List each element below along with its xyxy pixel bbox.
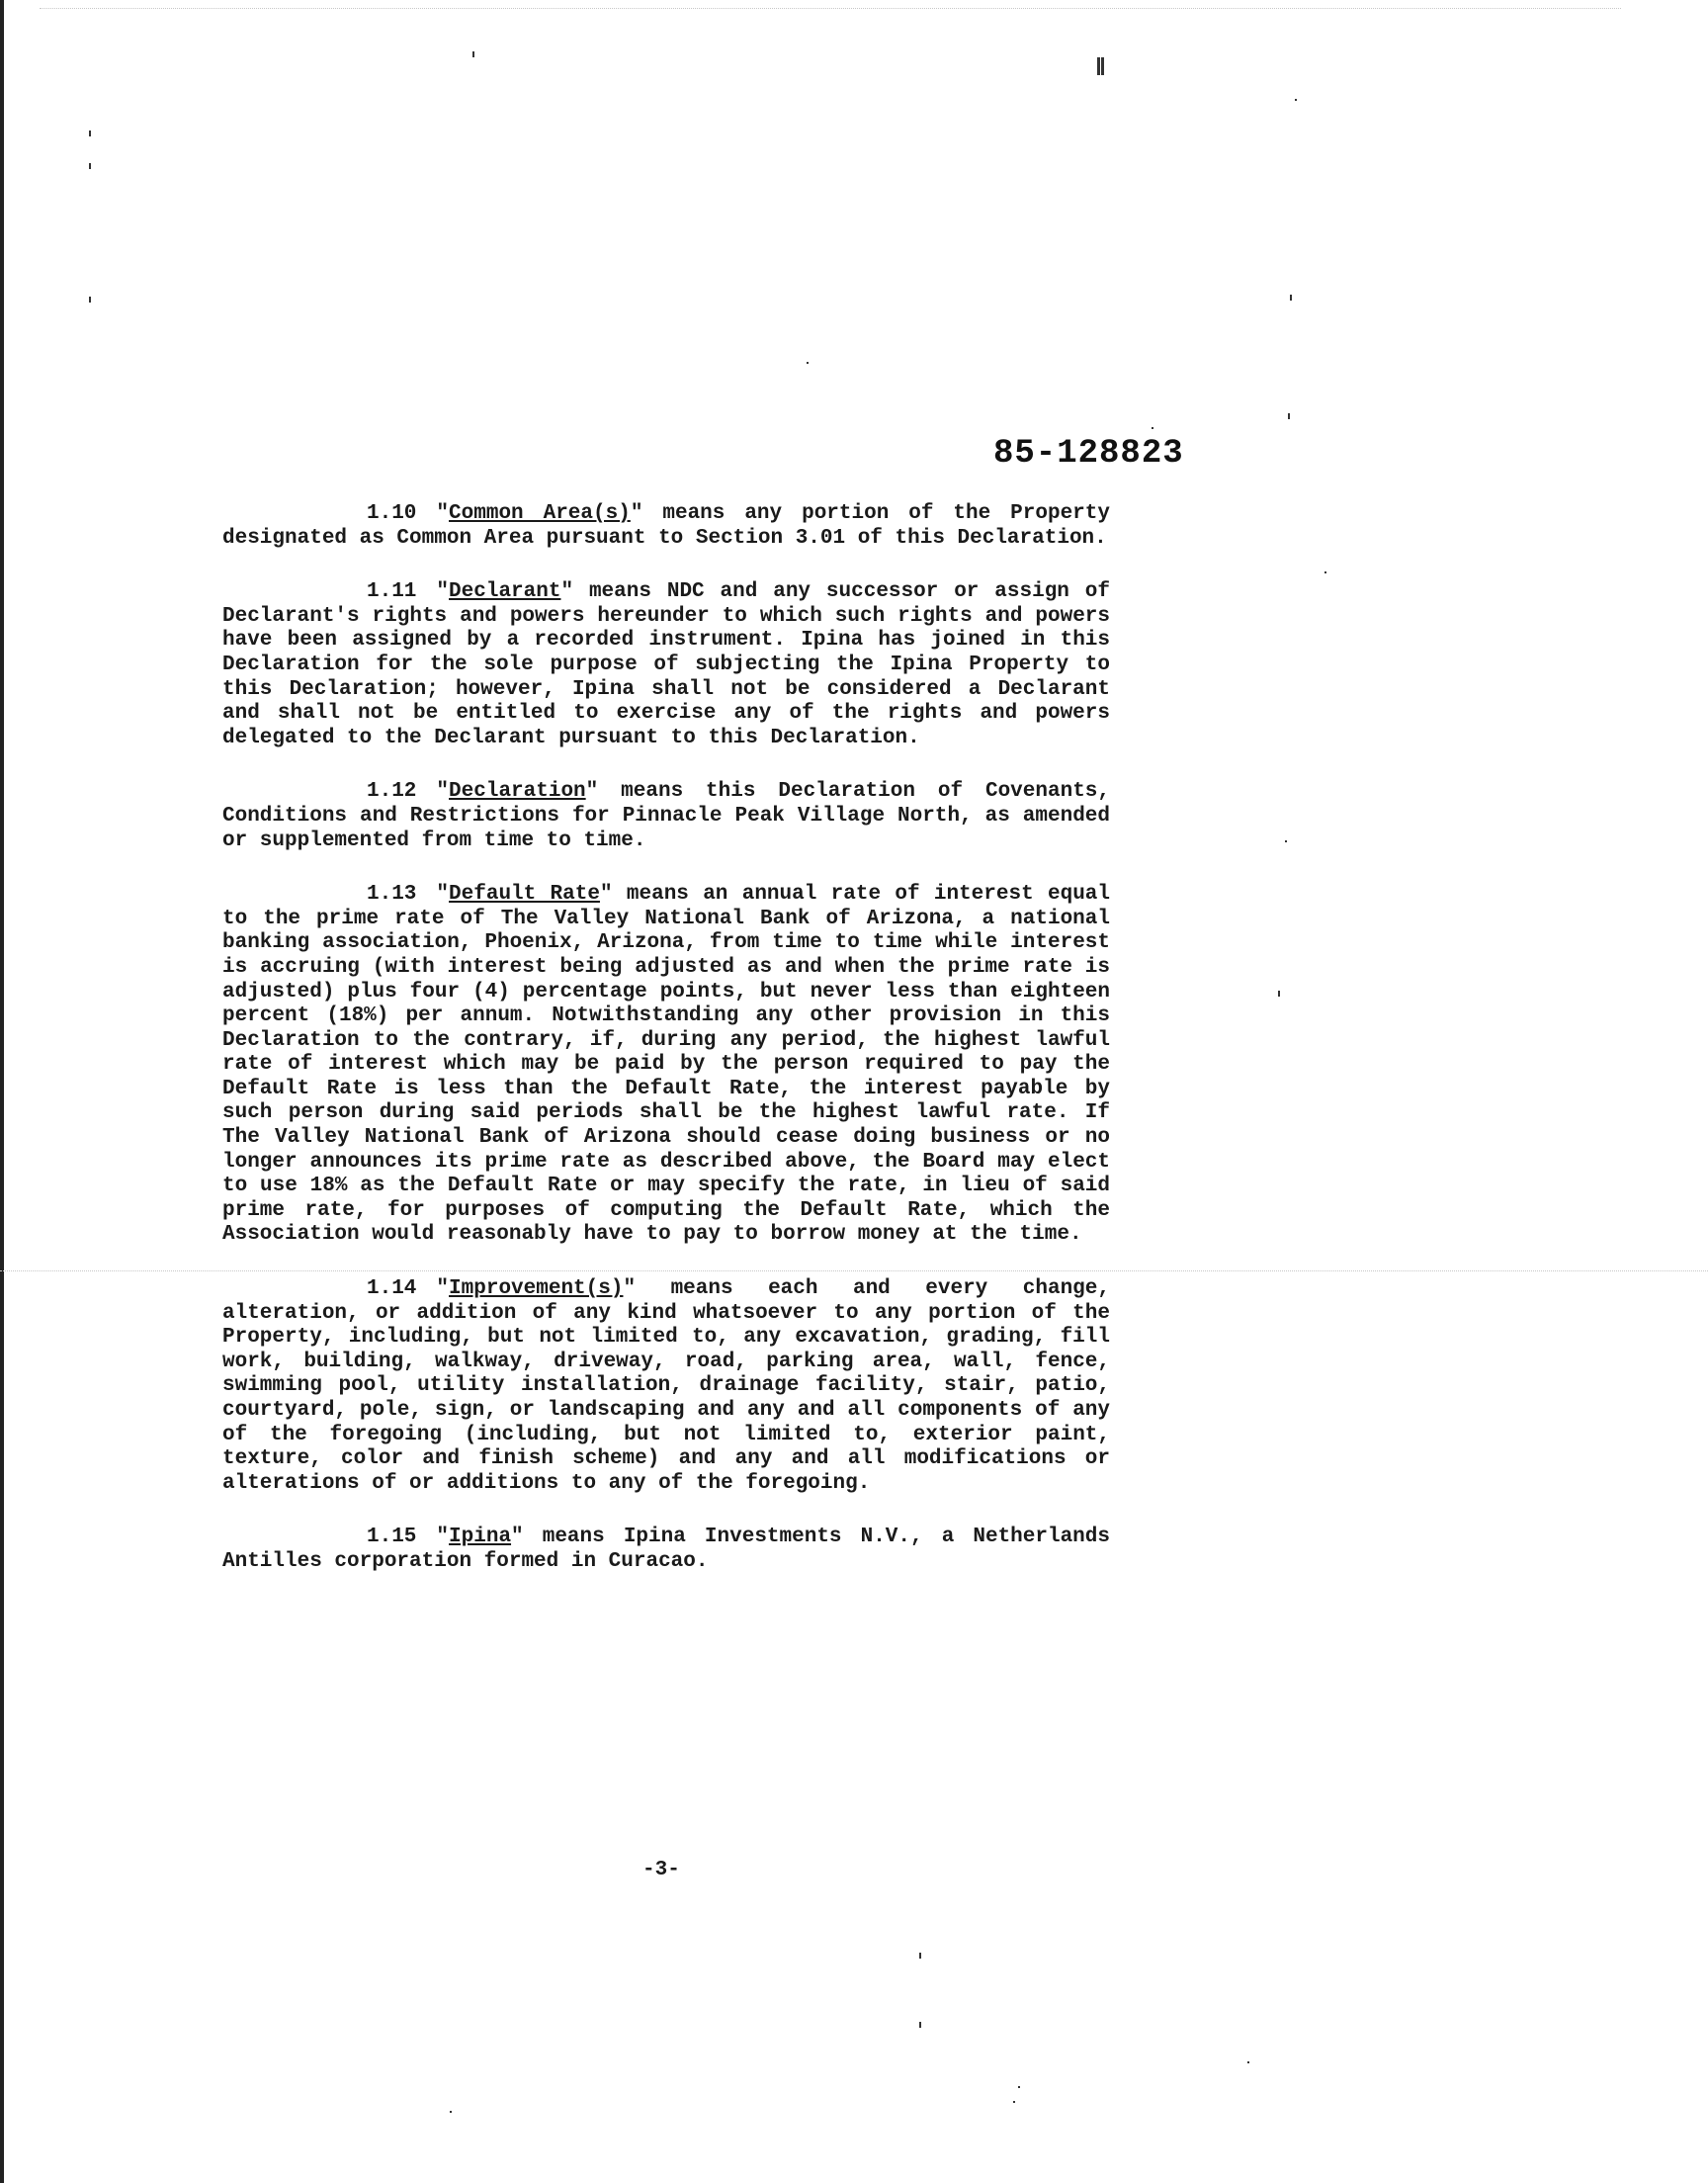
scan-speck: [1288, 413, 1290, 419]
scan-speck: [472, 51, 474, 57]
definition-section: 1.14 "Improvement(s)" means each and every change, alteration, or addition of any kind whatsoever to any portion of the Property, including, but not limited to, any excavation, grading, fill work, building, walkway, driveway, road, parking area, wall, fence, swimming pool, utility installation, drainage facility, stair, patio, courtyard, pole, sign, or landscaping and any and all components of any of the foregoing (including, but not limited to, exterior paint, texture, color and finish scheme) and any and all modifications or alterations of or additions to any of the foregoing.: [222, 1277, 1110, 1495]
recording-number: 85-128823: [993, 435, 1184, 473]
section-number: 1.15: [367, 1526, 417, 1549]
scan-top-edge: [40, 8, 1621, 10]
scan-speck: [450, 2111, 452, 2113]
definitions-body: [222, 502, 1110, 1605]
definition-section: 1.10 "Common Area(s)" means any portion of the Property designated as Common Area pursuant to Section 3.01 of this Declaration.: [222, 502, 1110, 550]
section-number: 1.14: [367, 1277, 417, 1301]
definition-text: means any portion of the Property designated as Common Area pursuant to Section 3.01 of this Declaration.: [222, 502, 1110, 550]
definition-text: means an annual rate of interest equal to the prime rate of The Valley National Bank of Arizona, a national banking association, Phoenix, Arizona, from time to time while interest is accruing (with interest being adjusted as and when the prime rate is adjusted) plus four (4) percentage points, but never less than eighteen percent (18%) per annum. Notwithstanding any other provision in this Declaration to the contrary, if, during any period, the highest lawful rate of interest which may be paid by the person required to pay the Default Rate is less than the Default Rate, the interest payable by such person during said periods shall be the highest lawful rate. If The Valley National Bank of Arizona should cease doing business or no longer announces its prime rate as described above, the Board may elect to use 18% as the Default Rate or may specify the rate, in lieu of said prime rate, for purposes of computing the Default Rate, which the Association would reasonably have to pay to borrow money at the time.: [222, 883, 1110, 1247]
scan-speck: [919, 1953, 921, 1959]
scan-speck: [1324, 571, 1326, 573]
definition-section: 1.13 "Default Rate" means an annual rate of interest equal to the prime rate of The Valley National Bank of Arizona, a national banking association, Phoenix, Arizona, from time to time while interest is accruing (with interest being adjusted as and when the prime rate is adjusted) plus four (4) percentage points, but never less than eighteen percent (18%) per annum. Notwithstanding any other provision in this Declaration to the contrary, if, during any period, the highest lawful rate of interest which may be paid by the person required to pay the Default Rate is less than the Default Rate, the interest payable by such person during said periods shall be the highest lawful rate. If The Valley National Bank of Arizona should cease doing business or no longer announces its prime rate as described above, the Board may elect to use 18% as the Default Rate or may specify the rate, in lieu of said prime rate, for purposes of computing the Default Rate, which the Association would reasonably have to pay to borrow money at the time.: [222, 883, 1110, 1247]
scan-speck: [1247, 2061, 1249, 2063]
definition-text: means each and every change, alteration, or addition of any kind whatsoever to any portion of the Property, including, but not limited to, any excavation, grading, fill work, building, walkway, driveway, road, parking area, wall, fence, swimming pool, utility installation, drainage facility, stair, patio, courtyard, pole, sign, or landscaping and any and all components of any of the foregoing (including, but not limited to, exterior paint, texture, color and finish scheme) and any and all modifications or alterations of or additions to any of the foregoing.: [222, 1277, 1110, 1495]
scan-speck: [89, 163, 91, 169]
scan-speck: [919, 2022, 921, 2028]
section-number: 1.13: [367, 883, 417, 907]
definition-text: means Ipina Investments N.V., a Netherlands Antilles corporation formed in Curacao.: [222, 1526, 1110, 1573]
scan-left-edge: [0, 0, 4, 2183]
section-number: 1.12: [367, 780, 417, 804]
scan-speck: [1295, 99, 1297, 101]
scan-speck: [1097, 57, 1100, 75]
scan-speck: [89, 297, 91, 303]
definition-text: means this Declaration of Covenants, Conditions and Restrictions for Pinnacle Peak Village North, as amended or supplemented from time to time.: [222, 780, 1110, 852]
defined-term: Common Area(s): [449, 502, 631, 525]
scan-speck: [1285, 840, 1287, 842]
defined-term: Ipina: [449, 1526, 512, 1549]
defined-term: Default Rate: [449, 883, 600, 907]
defined-term: Declarant: [449, 580, 561, 604]
section-number: 1.10: [367, 502, 417, 525]
scan-speck: [1013, 2101, 1015, 2103]
definition-section: 1.15 "Ipina" means Ipina Investments N.V., a Netherlands Antilles corporation formed in Curacao.: [222, 1526, 1110, 1573]
scan-speck: [807, 362, 809, 364]
definition-section: 1.11 "Declarant" means NDC and any successor or assign of Declarant's rights and powers hereunder to which such rights and powers have been assigned by a recorded instrument. Ipina has joined in this Declaration for the sole purpose of subjecting the Ipina Property to this Declaration; however, Ipina shall not be considered a Declarant and shall not be entitled to exercise any of the rights and powers delegated to the Declarant pursuant to this Declaration.: [222, 580, 1110, 749]
section-number: 1.11: [367, 580, 417, 604]
defined-term: Improvement(s): [449, 1277, 624, 1301]
scan-speck: [1101, 57, 1104, 75]
scan-speck: [1290, 295, 1292, 301]
definition-text: means NDC and any successor or assign of Declarant's rights and powers hereunder to which such rights and powers have been assigned by a recorded instrument. Ipina has joined in this Declaration for the sole purpose of subjecting the Ipina Property to this Declaration; however, Ipina shall not be considered a Declarant and shall not be entitled to exercise any of the rights and powers delegated to the Declarant pursuant to this Declaration.: [222, 580, 1110, 749]
page-number: -3-: [642, 1859, 680, 1881]
defined-term: Declaration: [449, 780, 586, 804]
scan-speck: [89, 131, 91, 136]
definition-section: 1.12 "Declaration" means this Declaration of Covenants, Conditions and Restrictions for Pinnacle Peak Village North, as amended or supplemented from time to time.: [222, 780, 1110, 852]
scan-speck: [1018, 2086, 1020, 2088]
scan-speck: [1278, 991, 1280, 997]
scan-speck: [1152, 427, 1153, 429]
